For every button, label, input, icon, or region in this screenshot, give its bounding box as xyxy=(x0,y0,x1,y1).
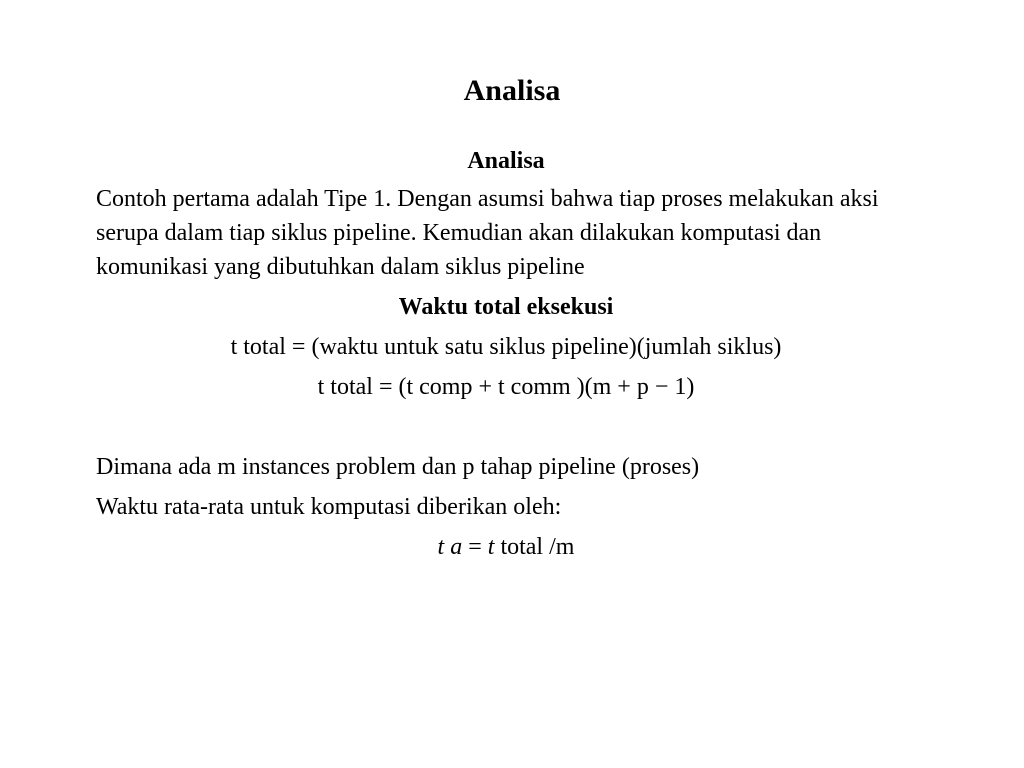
slide-content xyxy=(96,144,916,564)
formula-average-time xyxy=(96,530,916,564)
intro-paragraph: Contoh pertama adalah Tipe 1. Dengan asumsi bahwa tiap proses melakukan aksi serupa dalam tiap siklus pipeline. Kemudian akan dilakukan komputasi dan komunikasi yang dibutuhkan dalam siklus pipeline xyxy=(96,186,879,280)
note-average: Waktu rata-rata untuk komputasi diberikan oleh: xyxy=(96,494,562,520)
formula-lhs-a: a xyxy=(450,534,463,560)
note-instances: Dimana ada m instances problem dan p tahap pipeline (proses) xyxy=(96,454,700,480)
formula-lhs-t: t xyxy=(437,534,445,560)
slide-title: Analisa xyxy=(463,74,561,107)
formula-rhs-rest: total /m xyxy=(500,534,575,560)
formula-rhs-t: t xyxy=(487,534,495,560)
formula-total-time: t total = (waktu untuk satu siklus pipeline)(jumlah siklus) xyxy=(230,334,782,360)
formula-equals: = xyxy=(468,534,482,560)
section-heading: Waktu total eksekusi xyxy=(398,294,614,320)
formula-total-time-expanded: t total = (t comp + t comm )(m + p − 1) xyxy=(317,374,695,400)
subheading: Analisa xyxy=(467,148,545,174)
